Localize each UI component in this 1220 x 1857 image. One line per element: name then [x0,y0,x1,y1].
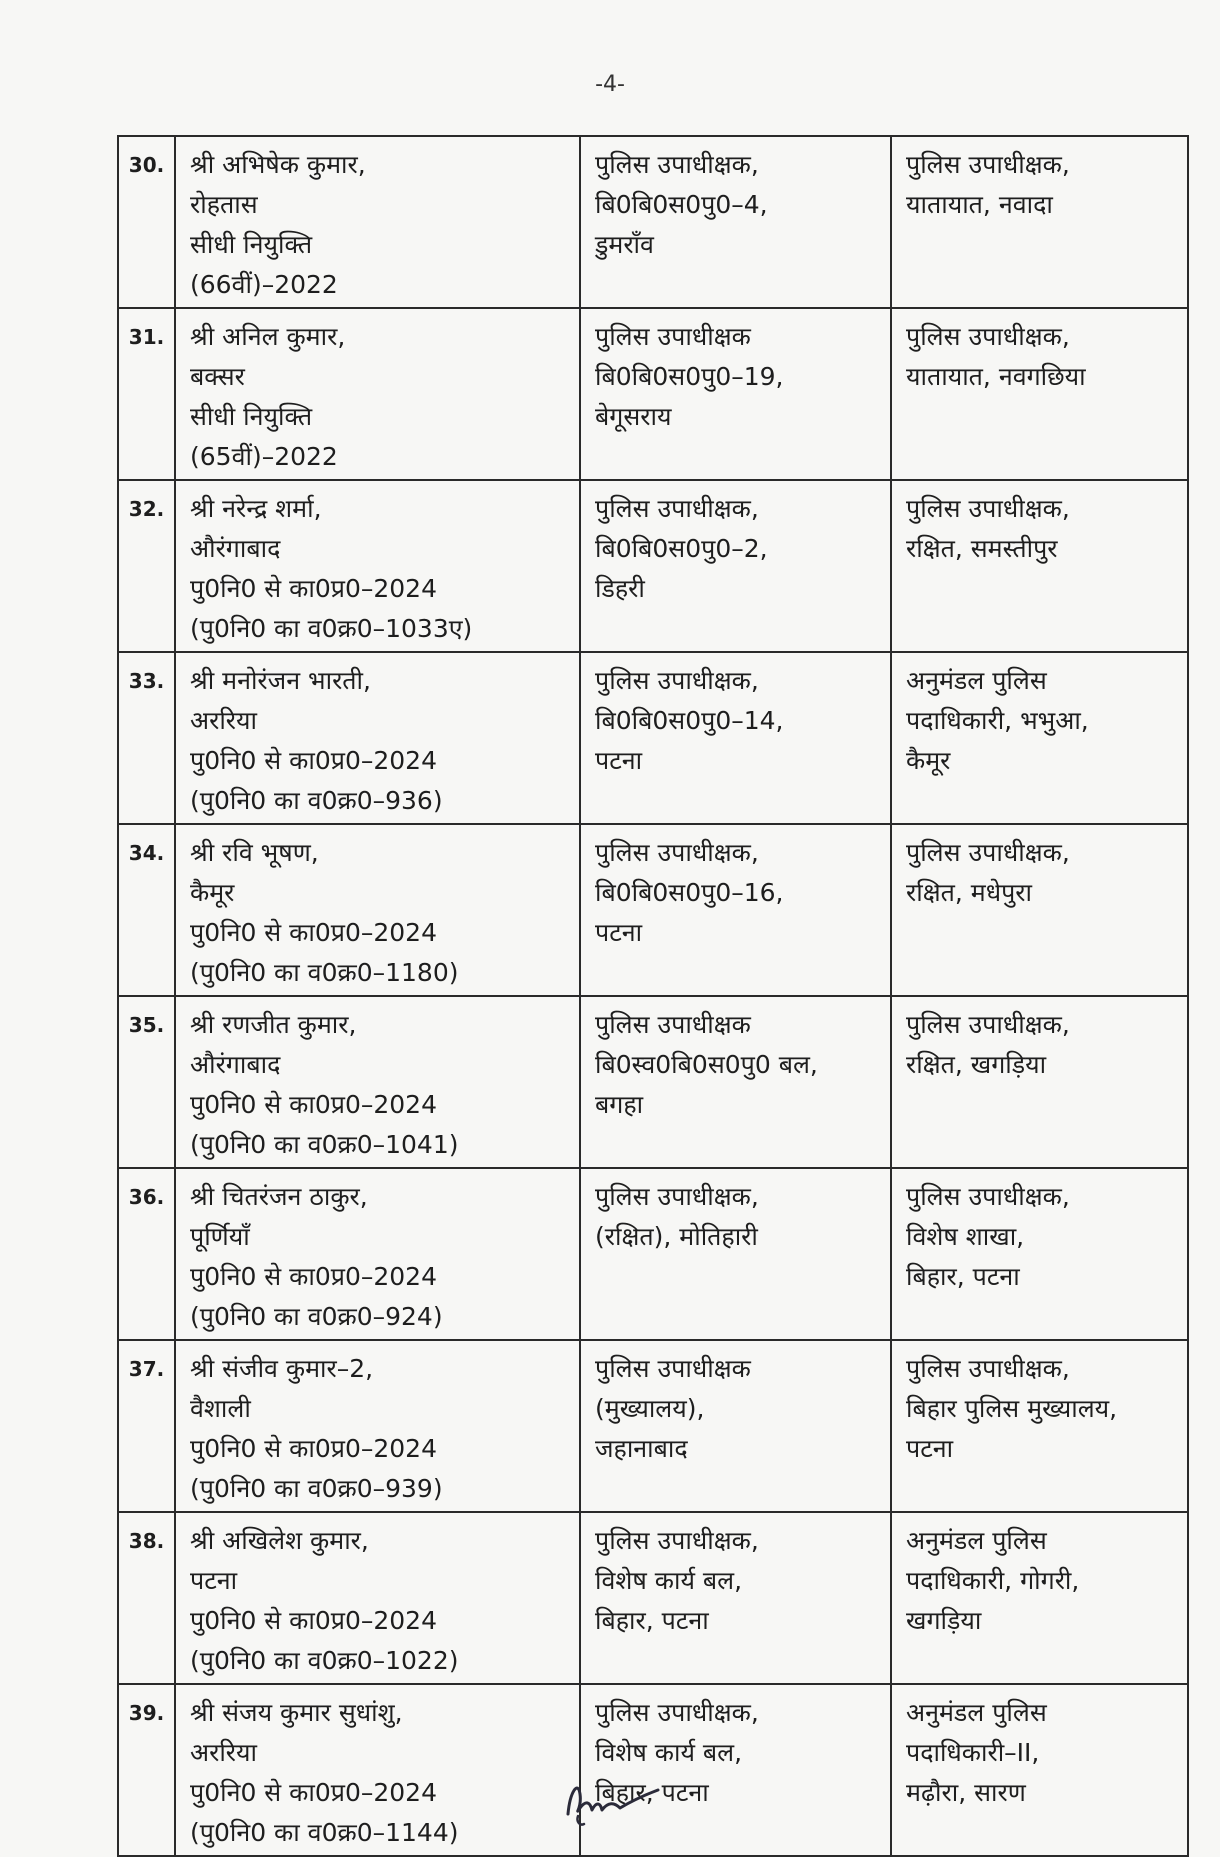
current-post-line: डिहरी [595,574,645,603]
officer-details-cell [175,652,580,824]
new-post-line: पदाधिकारी, भभुआ, [906,706,1089,735]
officer-details-cell [175,480,580,652]
new-post-line: पुलिस उपाधीक्षक, [906,494,1070,523]
new-post-line: मढ़ौरा, सारण [906,1778,1026,1807]
new-post-line: पुलिस उपाधीक्षक, [906,1010,1070,1039]
officer-details-line: पु0नि0 से का0प्र0–2024 [190,1778,437,1807]
current-post-line: (मुख्यालय), [595,1394,705,1423]
officer-details-line: श्री मनोरंजन भारती, [190,666,371,695]
current-post-cell [580,824,891,996]
new-post-cell [891,480,1188,652]
officer-details-line: पु0नि0 से का0प्र0–2024 [190,1262,437,1291]
table-row [118,480,1188,652]
officer-details-cell [175,1340,580,1512]
table-row [118,996,1188,1168]
officer-details-line: (पु0नि0 का व0क्र0–1022) [190,1646,459,1675]
current-post-line: बि0बि0स0पु0–19, [595,362,784,391]
current-post-line: विशेष कार्य बल, [595,1566,743,1595]
current-post-line: विशेष कार्य बल, [595,1738,743,1767]
table-row [118,652,1188,824]
current-post-line: पटना [595,746,643,775]
current-post-line: पुलिस उपाधीक्षक [595,322,751,351]
current-post-cell [580,652,891,824]
current-post-cell [580,996,891,1168]
current-post-line: पुलिस उपाधीक्षक [595,1354,751,1383]
serial-number-cell: 39. [118,1684,175,1856]
officer-details-line: (पु0नि0 का व0क्र0–939) [190,1474,443,1503]
new-post-line: अनुमंडल पुलिस [906,666,1047,695]
officer-details-line: पटना [190,1566,238,1595]
officer-details-line: औरंगाबाद [190,534,281,563]
new-post-line: पदाधिकारी, गोगरी, [906,1566,1080,1595]
officer-details-line: पु0नि0 से का0प्र0–2024 [190,1434,437,1463]
new-post-cell [891,1168,1188,1340]
officer-details-line: पु0नि0 से का0प्र0–2024 [190,1090,437,1119]
current-post-line: पुलिस उपाधीक्षक, [595,838,759,867]
current-post-line: जहानाबाद [595,1434,688,1463]
current-post-line: बगहा [595,1090,644,1119]
officer-details-line: (65वीं)–2022 [190,442,338,471]
officer-details-line: श्री संजीव कुमार–2, [190,1354,374,1383]
serial-number-cell: 38. [118,1512,175,1684]
current-post-cell [580,480,891,652]
officer-details-line: (66वीं)–2022 [190,270,338,299]
officer-details-line: पु0नि0 से का0प्र0–2024 [190,1606,437,1635]
current-post-line: पुलिस उपाधीक्षक, [595,1182,759,1211]
officer-details-line: सीधी नियुक्ति [190,402,313,431]
table-body [118,136,1188,1856]
officer-details-line: श्री अभिषेक कुमार, [190,150,366,179]
new-post-line: पुलिस उपाधीक्षक, [906,1182,1070,1211]
current-post-cell [580,308,891,480]
new-post-line: पुलिस उपाधीक्षक, [906,150,1070,179]
new-post-cell [891,136,1188,308]
officer-details-line: श्री अखिलेश कुमार, [190,1526,369,1555]
officer-details-line: सीधी नियुक्ति [190,230,313,259]
current-post-line: बिहार, पटना [595,1606,709,1635]
table-row [118,136,1188,308]
current-post-line: बि0बि0स0पु0–16, [595,878,784,907]
new-post-line: विशेष शाखा, [906,1222,1025,1251]
current-post-line: बि0स्व0बि0स0पु0 बल, [595,1050,818,1079]
officer-details-line: श्री संजय कुमार सुधांशु, [190,1698,403,1727]
officer-details-line: वैशाली [190,1394,251,1423]
new-post-cell [891,824,1188,996]
transfer-posting-table [117,135,1189,1857]
new-post-line: पुलिस उपाधीक्षक, [906,1354,1070,1383]
officer-details-line: (पु0नि0 का व0क्र0–1180) [190,958,459,987]
current-post-line: पुलिस उपाधीक्षक, [595,494,759,523]
table-row [118,1512,1188,1684]
officer-details-cell [175,1512,580,1684]
officer-details-line: औरंगाबाद [190,1050,281,1079]
officer-details-cell [175,824,580,996]
current-post-line: बेगूसराय [595,402,672,431]
officer-details-line: (पु0नि0 का व0क्र0–924) [190,1302,443,1331]
officer-details-cell [175,1168,580,1340]
new-post-line: बिहार पुलिस मुख्यालय, [906,1394,1118,1423]
table-row [118,1168,1188,1340]
serial-number-cell: 30. [118,136,175,308]
officer-details-line: (पु0नि0 का व0क्र0–1144) [190,1818,459,1847]
current-post-cell [580,1168,891,1340]
current-post-line: पुलिस उपाधीक्षक, [595,666,759,695]
serial-number-cell: 37. [118,1340,175,1512]
serial-number-cell: 36. [118,1168,175,1340]
current-post-line: पटना [595,918,643,947]
officer-details-line: (पु0नि0 का व0क्र0–1033ए) [190,614,473,643]
current-post-line: (रक्षित), मोतिहारी [595,1222,758,1251]
new-post-line: खगड़िया [906,1606,982,1635]
officer-details-line: रोहतास [190,190,258,219]
new-post-cell [891,1340,1188,1512]
new-post-line: यातायात, नवगछिया [906,362,1086,391]
current-post-line: बि0बि0स0पु0–14, [595,706,784,735]
new-post-line: अनुमंडल पुलिस [906,1698,1047,1727]
current-post-cell [580,1340,891,1512]
new-post-line: यातायात, नवादा [906,190,1053,219]
new-post-line: रक्षित, खगड़िया [906,1050,1047,1079]
officer-details-line: श्री चितरंजन ठाकुर, [190,1182,368,1211]
current-post-line: पुलिस उपाधीक्षक [595,1010,751,1039]
current-post-line: पुलिस उपाधीक्षक, [595,1526,759,1555]
serial-number-cell: 31. [118,308,175,480]
new-post-cell [891,308,1188,480]
serial-number-cell: 32. [118,480,175,652]
officer-details-line: कैमूर [190,878,235,907]
current-post-line: बि0बि0स0पु0–2, [595,534,768,563]
table-row [118,824,1188,996]
current-post-line: पुलिस उपाधीक्षक, [595,150,759,179]
current-post-line: बिहार, पटना [595,1778,709,1807]
serial-number-cell: 35. [118,996,175,1168]
current-post-line: बि0बि0स0पु0–4, [595,190,768,219]
current-post-line: पुलिस उपाधीक्षक, [595,1698,759,1727]
serial-number-cell: 34. [118,824,175,996]
officer-details-line: पूर्णियाँ [190,1222,250,1251]
current-post-cell [580,136,891,308]
officer-details-line: श्री रवि भूषण, [190,838,319,867]
new-post-line: पुलिस उपाधीक्षक, [906,322,1070,351]
new-post-line: पटना [906,1434,954,1463]
officer-details-line: (पु0नि0 का व0क्र0–1041) [190,1130,459,1159]
new-post-line: रक्षित, समस्तीपुर [906,534,1058,563]
officer-details-line: अररिया [190,706,258,735]
officer-details-line: पु0नि0 से का0प्र0–2024 [190,746,437,775]
table-row [118,1340,1188,1512]
officer-details-line: पु0नि0 से का0प्र0–2024 [190,574,437,603]
officer-details-line: श्री नरेन्द्र शर्मा, [190,494,322,523]
officer-details-line: श्री अनिल कुमार, [190,322,346,351]
officer-details-cell [175,136,580,308]
new-post-cell [891,652,1188,824]
page-number: -4- [595,72,625,97]
new-post-cell [891,1512,1188,1684]
new-post-line: अनुमंडल पुलिस [906,1526,1047,1555]
new-post-cell [891,1684,1188,1856]
new-post-line: पदाधिकारी–II, [906,1738,1040,1767]
officer-details-cell [175,308,580,480]
new-post-line: बिहार, पटना [906,1262,1020,1291]
signature-initials [560,1772,670,1832]
officer-details-line: पु0नि0 से का0प्र0–2024 [190,918,437,947]
officer-details-line: अररिया [190,1738,258,1767]
table-row [118,308,1188,480]
officer-details-line: बक्सर [190,362,245,391]
officer-details-line: (पु0नि0 का व0क्र0–936) [190,786,443,815]
current-post-cell [580,1512,891,1684]
new-post-cell [891,996,1188,1168]
officer-details-cell [175,1684,580,1856]
current-post-line: डुमराँव [595,230,654,259]
new-post-line: कैमूर [906,746,951,775]
officer-details-cell [175,996,580,1168]
serial-number-cell: 33. [118,652,175,824]
officer-details-line: श्री रणजीत कुमार, [190,1010,357,1039]
new-post-line: रक्षित, मधेपुरा [906,878,1032,907]
new-post-line: पुलिस उपाधीक्षक, [906,838,1070,867]
